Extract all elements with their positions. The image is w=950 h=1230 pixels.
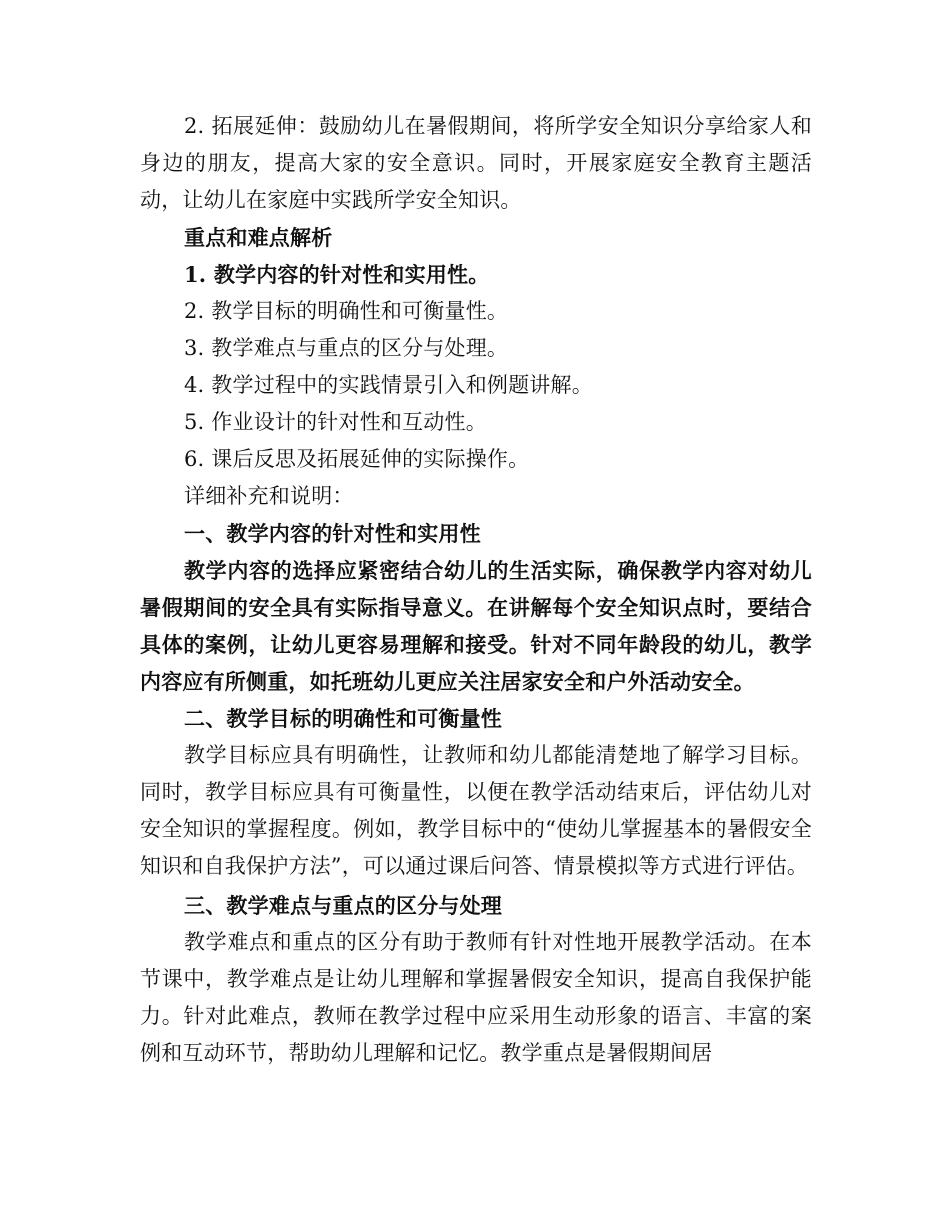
section-body-3: 教学难点和重点的区分有助于教师有针对性地开展教学活动。在本节课中，教学难点是让幼儿理解和掌握暑假安全知识，提高自我保护能力。针对此难点，教师在教学过程中应采用生动形象的语言、丰富的案例和互动环节，帮助幼儿理解和记忆。教学重点是暑假期间居 bbox=[140, 930, 812, 1065]
list-item-6: 6. 课后反思及拓展延伸的实际操作。 bbox=[184, 447, 530, 471]
list-item-5: 5. 作业设计的针对性和互动性。 bbox=[184, 410, 487, 434]
section-body-1: 教学内容的选择应紧密结合幼儿的生活实际，确保教学内容对幼儿暑假期间的安全具有实际指导意义。在讲解每个安全知识点时，要结合具体的案例，让幼儿更容易理解和接受。针对不同年龄段的幼儿，教学内容应有所侧重，如托班幼儿更应关注居家安全和户外活动安全。 bbox=[140, 558, 812, 694]
list-item-1: 1. 教学内容的针对性和实用性。 bbox=[184, 262, 490, 287]
section-body-2: 教学目标应具有明确性，让教师和幼儿都能清楚地了解学习目标。同时，教学目标应具有可衡量性，以便在教学活动结束后，评估幼儿对安全知识的掌握程度。例如，教学目标中的“使幼儿掌握基本的暑假安全知识和自我保护方法”，可以通过课后问答、情景模拟等方式进行评估。 bbox=[140, 743, 812, 878]
section-heading-2: 二、教学目标的明确性和可衡量性 bbox=[184, 706, 502, 731]
document-body bbox=[140, 108, 812, 1072]
paragraph-extension: 2. 拓展延伸：鼓励幼儿在暑假期间，将所学安全知识分享给家人和身边的朋友，提高大家的安全意识。同时，开展家庭安全教育主题活动，让幼儿在家庭中实践所学安全知识。 bbox=[140, 114, 812, 212]
list-item-3: 3. 教学难点与重点的区分与处理。 bbox=[184, 336, 509, 360]
list-item-2: 2. 教学目标的明确性和可衡量性。 bbox=[184, 299, 509, 323]
list-item-4: 4. 教学过程中的实践情景引入和例题讲解。 bbox=[184, 373, 593, 397]
section-heading-1: 一、教学内容的针对性和实用性 bbox=[184, 521, 481, 546]
heading-details: 详细补充和说明： bbox=[184, 484, 354, 508]
heading-key-points: 重点和难点解析 bbox=[184, 225, 333, 250]
section-heading-3: 三、教学难点与重点的区分与处理 bbox=[184, 893, 502, 918]
